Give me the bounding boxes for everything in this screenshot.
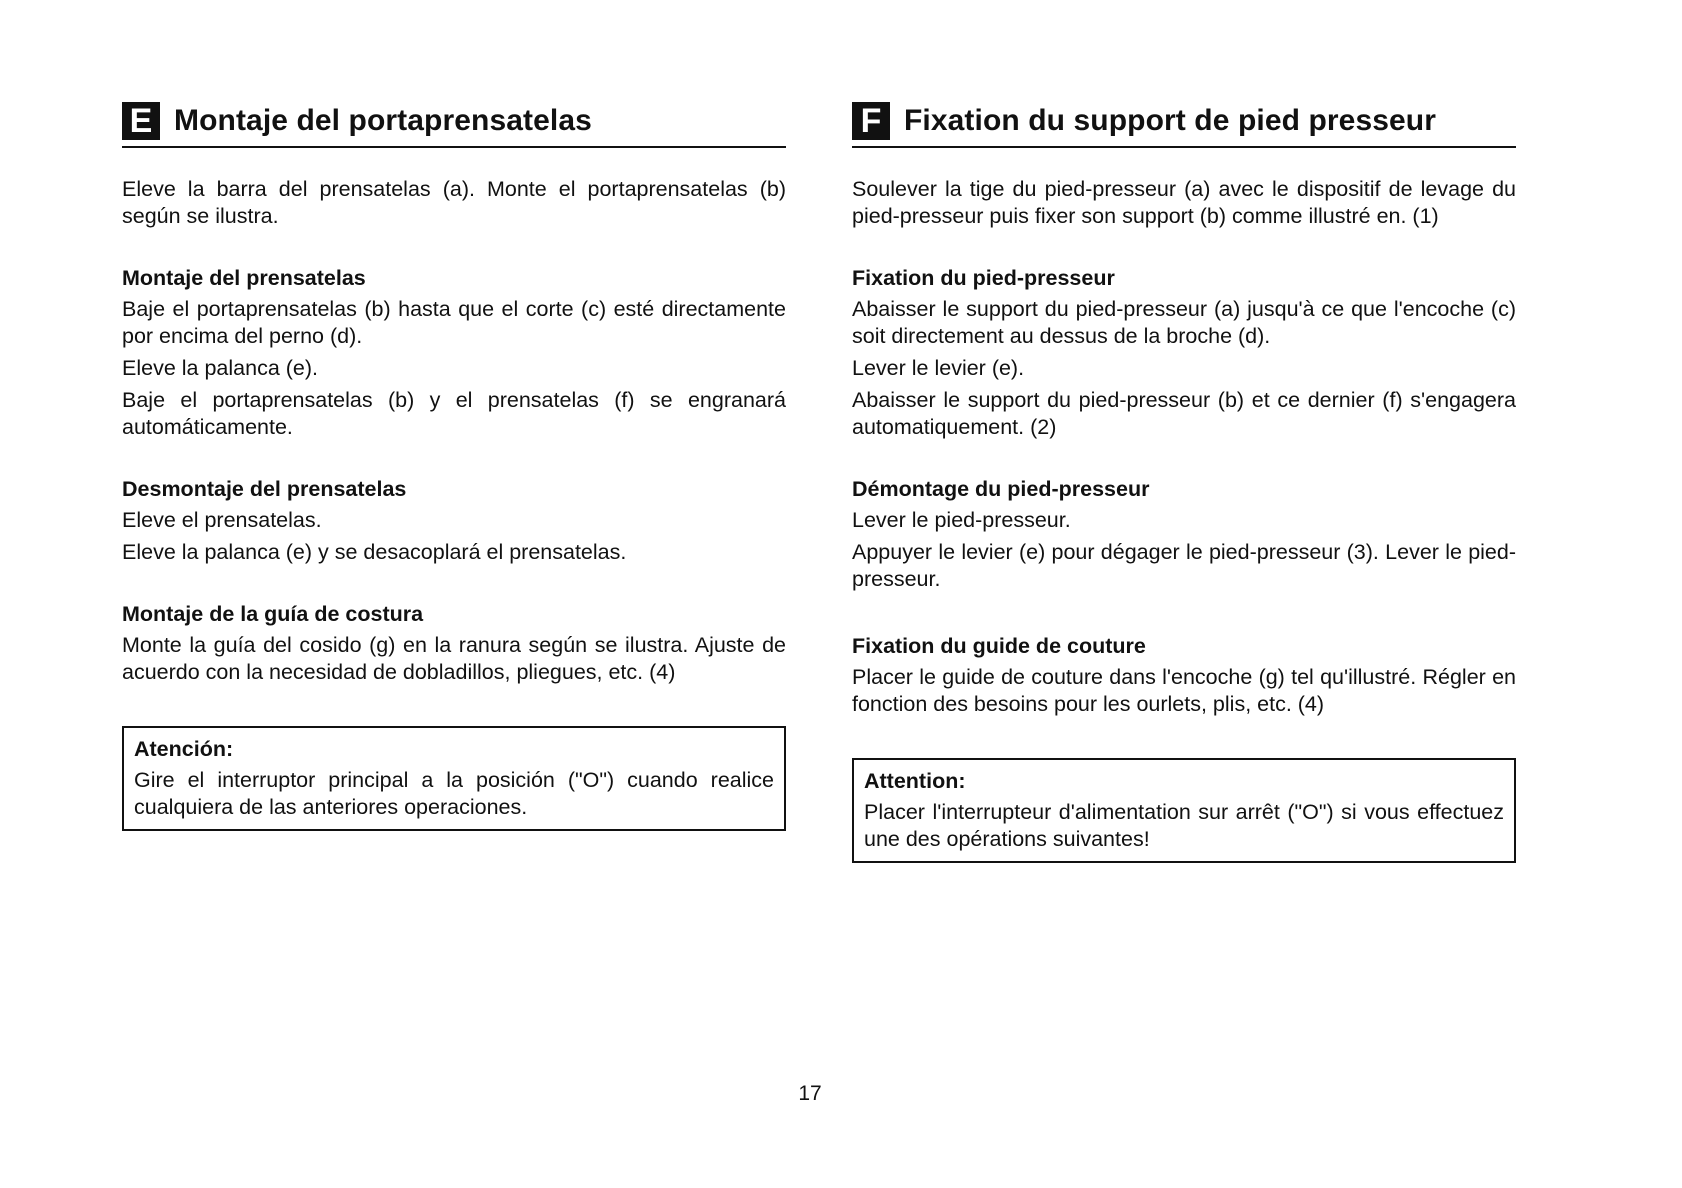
paragraph: Baje el portaprensatelas (b) y el prensatelas (f) se engranará automáticamente.: [122, 388, 786, 439]
section-title-fr: Fixation du support de pied presseur: [904, 104, 1436, 137]
subsection-heading: Desmontaje del prensatelas: [122, 477, 407, 501]
attention-box-es: [122, 726, 786, 831]
paragraph: Eleve el prensatelas.: [122, 508, 322, 532]
paragraph: Appuyer le levier (e) pour dégager le pied-presseur (3). Lever le pied-presseur.: [852, 540, 1516, 591]
paragraph: Eleve la palanca (e) y se desacoplará el prensatelas.: [122, 540, 627, 564]
language-badge-es: E: [122, 102, 160, 140]
attention-heading: Attention:: [864, 769, 966, 793]
spanish-column: [122, 100, 786, 831]
attention-heading: Atención:: [134, 737, 234, 761]
subsection-heading: Montaje del prensatelas: [122, 266, 366, 290]
paragraph: Lever le pied-presseur.: [852, 508, 1071, 532]
paragraph: Lever le levier (e).: [852, 356, 1025, 380]
intro-text-es: Eleve la barra del prensatelas (a). Monte el portaprensatelas (b) según se ilustra.: [122, 177, 786, 228]
paragraph: Abaisser le support du pied-presseur (b) et ce dernier (f) s'engagera automatiquement. (2): [852, 388, 1516, 439]
paragraph: Abaisser le support du pied-presseur (a) jusqu'à ce que l'encoche (c) soit directement au dessus de la broche (d).: [852, 297, 1516, 348]
page-number: 17: [798, 1082, 822, 1105]
section-heading-fr: [852, 100, 1516, 148]
section-heading-es: [122, 100, 786, 148]
subsection-fr-2: [852, 476, 1516, 593]
subsection-es-2: [122, 476, 786, 566]
subsection-fr-1: [852, 265, 1516, 441]
section-title-es: Montaje del portaprensatelas: [174, 104, 592, 137]
paragraph: Monte la guía del cosido (g) en la ranura según se ilustra. Ajuste de acuerdo con la necesidad de dobladillos, pliegues, etc. (4): [122, 633, 786, 684]
subsection-es-1: [122, 265, 786, 441]
subsection-heading: Fixation du guide de couture: [852, 634, 1146, 658]
subsection-heading: Montaje de la guía de costura: [122, 602, 424, 626]
french-column: [852, 100, 1516, 863]
paragraph: Placer le guide de couture dans l'encoche (g) tel qu'illustré. Régler en fonction des besoins pour les ourlets, plis, etc. (4): [852, 665, 1516, 716]
subsection-heading: Démontage du pied-presseur: [852, 477, 1150, 501]
attention-box-fr: [852, 758, 1516, 863]
subsection-heading: Fixation du pied-presseur: [852, 266, 1115, 290]
paragraph: Baje el portaprensatelas (b) hasta que el corte (c) esté directamente por encima del perno (d).: [122, 297, 786, 348]
paragraph: Eleve la palanca (e).: [122, 356, 318, 380]
language-badge-fr: F: [852, 102, 890, 140]
attention-text: Placer l'interrupteur d'alimentation sur arrêt ("O") si vous effectuez une des opérations suivantes!: [864, 800, 1504, 851]
attention-text: Gire el interruptor principal a la posición ("O") cuando realice cualquiera de las anteriores operaciones.: [134, 768, 774, 819]
subsection-fr-3: [852, 633, 1516, 718]
subsection-es-3: [122, 601, 786, 686]
intro-text-fr: Soulever la tige du pied-presseur (a) avec le dispositif de levage du pied-presseur puis fixer son support (b) comme illustré en. (1): [852, 177, 1516, 228]
